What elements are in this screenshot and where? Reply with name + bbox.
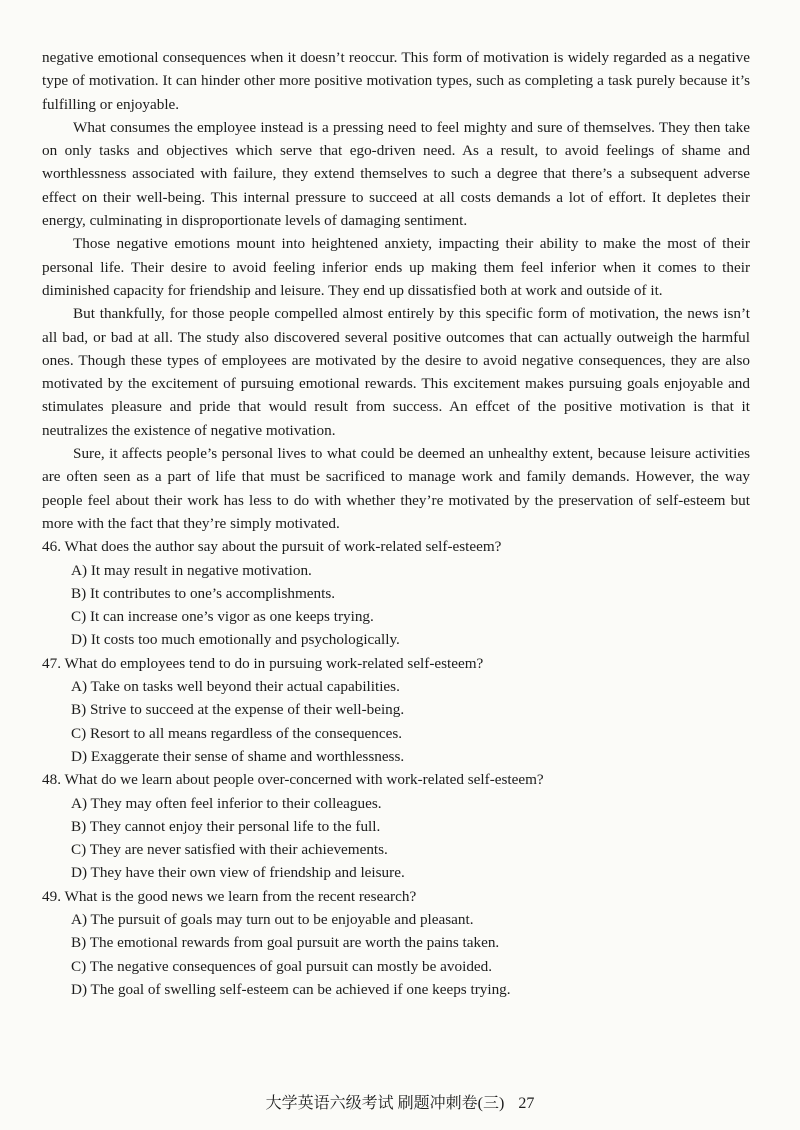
page-footer	[0, 1090, 800, 1113]
option-a: A) Take on tasks well beyond their actual capabilities.	[71, 678, 400, 696]
question-stem: 49. What is the good news we learn from the recent research?	[42, 887, 417, 905]
question-46	[42, 535, 750, 651]
paragraph: negative emotional consequences when it doesn’t reoccur. This form of motivation is widely regarded as a negative type of motivation. It can hinder other more positive motivation types, such as completing a task purely because it’s fulfilling or enjoyable.	[42, 49, 750, 113]
option-a: A) It may result in negative motivation.	[71, 561, 312, 579]
question-stem: 48. What do we learn about people over-concerned with work-related self-esteem?	[42, 771, 544, 789]
option-b: B) It contributes to one’s accomplishments.	[71, 584, 336, 602]
question-48	[42, 768, 750, 884]
question-49	[42, 885, 750, 1001]
option-b: B) The emotional rewards from goal pursuit are worth the pains taken.	[71, 934, 500, 952]
option-c: C) It can increase one’s vigor as one keeps trying.	[71, 608, 374, 626]
option-c: C) They are never satisfied with their achievements.	[71, 841, 388, 859]
question-stem: 46. What does the author say about the pursuit of work-related self-esteem?	[42, 538, 502, 556]
option-b: B) Strive to succeed at the expense of their well-being.	[71, 701, 405, 719]
page-body	[42, 46, 750, 1001]
question-47	[42, 652, 750, 768]
option-a: A) The pursuit of goals may turn out to be enjoyable and pleasant.	[71, 910, 474, 928]
option-c: C) The negative consequences of goal pursuit can mostly be avoided.	[71, 957, 493, 975]
option-d: D) It costs too much emotionally and psychologically.	[71, 631, 400, 649]
paragraph: Those negative emotions mount into heightened anxiety, impacting their ability to make the most of their personal life. Their desire to avoid feeling inferior ends up making them feel inferior when it comes to their diminished capacity for friendship and leisure. They end up dissatisfied both at work and outside of it.	[42, 235, 750, 299]
paragraph: But thankfully, for those people compelled almost entirely by this specific form of motivation, the news isn’t all bad, or bad at all. The study also discovered several positive outcomes that can actually outweigh the harmful ones. Though these types of employees are motivated by the desire to avoid negative consequences, they are also motivated by the excitement of pursuing emotional rewards. This excitement makes pursuing goals enjoyable and stimulates pleasure and pride that would result from success. An effcet of the positive motivation is that it neutralizes the existence of negative motivation.	[42, 305, 750, 439]
footer-title: 大学英语六级考试 刷题冲刺卷(三)	[265, 1095, 505, 1112]
option-d: D) Exaggerate their sense of shame and worthlessness.	[71, 747, 405, 765]
paragraph: Sure, it affects people’s personal lives to what could be deemed an unhealthy extent, because leisure activities are often seen as a part of life that must be sacrificed to manage work and family demands. However, the way people feel about their work has less to do with whether they’re motivated by the preservation of self-esteem but more with the fact that they’re simply motivated.	[42, 445, 750, 532]
paragraph: What consumes the employee instead is a pressing need to feel mighty and sure of themselves. They then take on only tasks and objectives which serve that ego-driven need. As a result, to avoid feelings of shame and worthlessness associated with failure, they extend themselves to such a degree that there’s a subsequent adverse effect on their well-being. This internal pressure to succeed at all costs demands a lot of effort. It depletes their energy, culminating in disproportionate levels of damaging sentiment.	[42, 118, 750, 230]
option-c: C) Resort to all means regardless of the consequences.	[71, 724, 403, 742]
option-b: B) They cannot enjoy their personal life to the full.	[71, 817, 381, 835]
option-a: A) They may often feel inferior to their colleagues.	[71, 794, 382, 812]
question-list	[42, 535, 750, 1001]
option-d: D) They have their own view of friendship and leisure.	[71, 864, 405, 882]
option-d: D) The goal of swelling self-esteem can be achieved if one keeps trying.	[71, 980, 511, 998]
passage	[42, 46, 750, 535]
question-stem: 47. What do employees tend to do in pursuing work-related self-esteem?	[42, 654, 484, 672]
page-number: 27	[518, 1095, 535, 1112]
